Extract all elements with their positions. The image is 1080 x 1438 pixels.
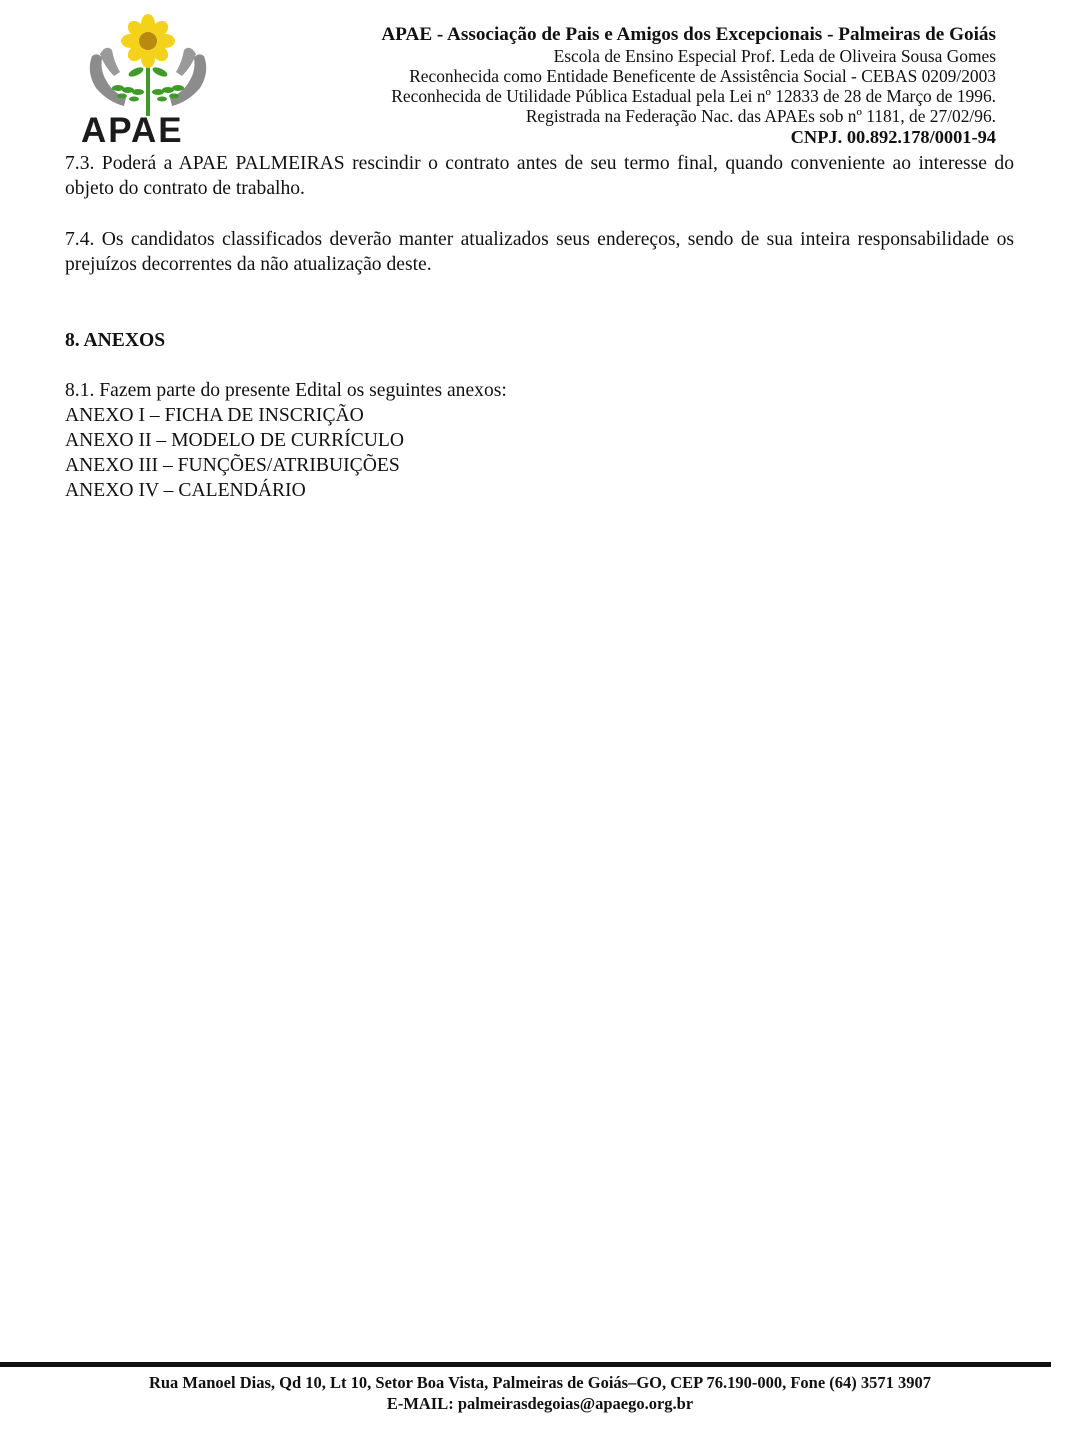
paragraph-7-3: 7.3. Poderá a APAE PALMEIRAS rescindir o contrato antes de seu termo final, quando conveniente ao interesse do objeto do contrato de trabalho. [65,153,1014,199]
annex-item: ANEXO IV – CALENDÁRIO [65,480,306,501]
cebas-line: Reconhecida como Entidade Beneficente de Assistência Social - CEBAS 0209/2003 [409,66,996,86]
paragraph-7-4: 7.4. Os candidatos classificados deverão manter atualizados seus endereços, sendo de sua inteira responsabilidade os prejuízos decorrentes da não atualização deste. [65,229,1014,275]
organization-title: APAE - Associação de Pais e Amigos dos Excepcionais - Palmeiras de Goiás [381,24,996,45]
document-body [65,151,1014,503]
apae-flower-hands-icon [78,14,218,119]
footer [0,1372,1080,1414]
public-utility-line: Reconhecida de Utilidade Pública Estadual pela Lei nº 12833 de 28 de Março de 1996. [391,86,996,106]
footer-address: Rua Manoel Dias, Qd 10, Lt 10, Setor Boa Vista, Palmeiras de Goiás–GO, CEP 76.190-000, Fone (64) 3571 3907 [148,1373,932,1392]
school-name: Escola de Ensino Especial Prof. Leda de Oliveira Sousa Gomes [553,46,996,66]
cnpj: CNPJ. 00.892.178/0001-94 [790,127,996,147]
annex-item: ANEXO II – MODELO DE CURRÍCULO [65,430,405,451]
annex-item: ANEXO I – FICHA DE INSCRIÇÃO [65,405,364,426]
letterhead [381,24,996,148]
logo-text: APAE [81,111,184,150]
annex-item: ANEXO III – FUNÇÕES/ATRIBUIÇÕES [65,455,400,476]
paragraph-8-1: 8.1. Fazem parte do presente Edital os seguintes anexos: [65,380,507,401]
footer-email: E-MAIL: palmeirasdegoias@apaego.org.br [386,1394,694,1413]
footer-divider [0,1362,1051,1367]
section-8-title: 8. ANEXOS [65,330,166,351]
federation-line: Registrada na Federação Nac. das APAEs sob nº 1181, de 27/02/96. [525,106,996,126]
